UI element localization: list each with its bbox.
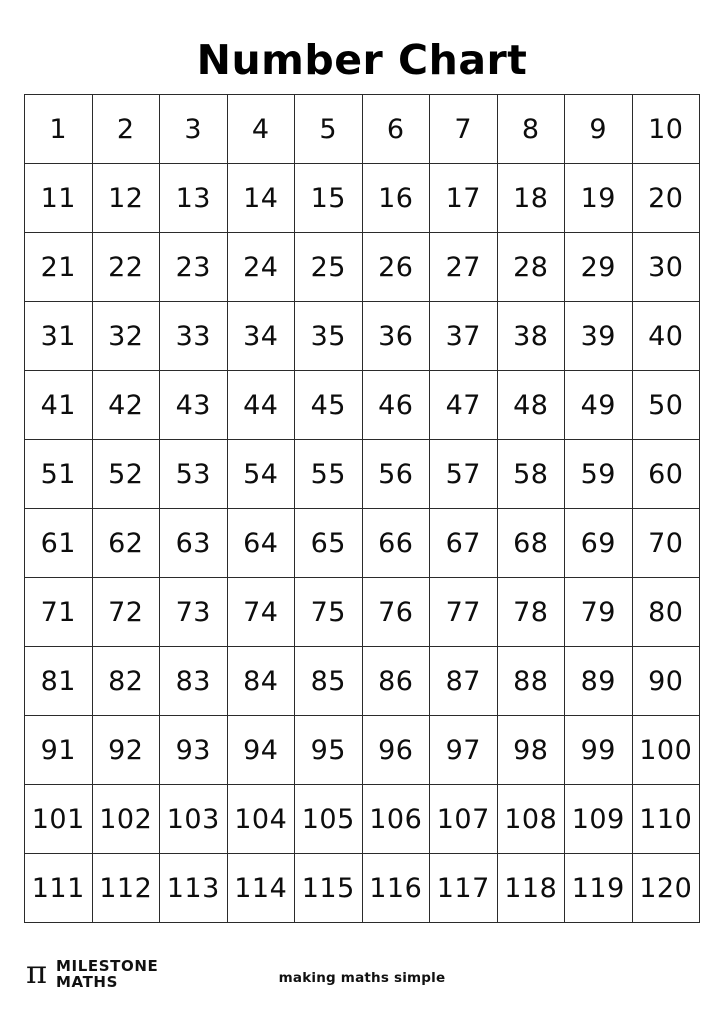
number-cell: 27	[430, 233, 498, 302]
number-cell: 19	[565, 164, 633, 233]
number-cell: 96	[362, 716, 430, 785]
number-cell: 120	[632, 854, 700, 923]
number-grid	[24, 94, 700, 923]
number-grid-row	[25, 578, 700, 647]
number-cell: 28	[497, 233, 565, 302]
number-cell: 84	[227, 647, 295, 716]
number-cell: 55	[295, 440, 363, 509]
number-cell: 103	[160, 785, 228, 854]
number-cell: 88	[497, 647, 565, 716]
number-cell: 54	[227, 440, 295, 509]
number-cell: 15	[295, 164, 363, 233]
number-cell: 66	[362, 509, 430, 578]
page-title: Number Chart	[196, 36, 528, 84]
number-cell: 101	[25, 785, 93, 854]
number-cell: 62	[92, 509, 160, 578]
number-cell: 73	[160, 578, 228, 647]
number-cell: 46	[362, 371, 430, 440]
number-grid-row	[25, 164, 700, 233]
number-cell: 22	[92, 233, 160, 302]
number-cell: 99	[565, 716, 633, 785]
number-cell: 115	[295, 854, 363, 923]
number-cell: 1	[25, 95, 93, 164]
number-cell: 41	[25, 371, 93, 440]
number-cell: 5	[295, 95, 363, 164]
number-grid-body	[25, 95, 700, 923]
brand-tagline: making maths simple	[278, 970, 446, 986]
number-cell: 70	[632, 509, 700, 578]
number-cell: 34	[227, 302, 295, 371]
number-cell: 35	[295, 302, 363, 371]
number-cell: 56	[362, 440, 430, 509]
number-cell: 10	[632, 95, 700, 164]
number-cell: 30	[632, 233, 700, 302]
number-cell: 12	[92, 164, 160, 233]
number-cell: 71	[25, 578, 93, 647]
number-cell: 2	[92, 95, 160, 164]
number-cell: 98	[497, 716, 565, 785]
number-cell: 109	[565, 785, 633, 854]
number-cell: 63	[160, 509, 228, 578]
number-cell: 31	[25, 302, 93, 371]
number-grid-row	[25, 371, 700, 440]
number-cell: 93	[160, 716, 228, 785]
number-cell: 100	[632, 716, 700, 785]
number-cell: 97	[430, 716, 498, 785]
number-cell: 105	[295, 785, 363, 854]
number-cell: 20	[632, 164, 700, 233]
number-cell: 60	[632, 440, 700, 509]
number-cell: 69	[565, 509, 633, 578]
number-grid-row	[25, 509, 700, 578]
number-cell: 58	[497, 440, 565, 509]
number-cell: 117	[430, 854, 498, 923]
number-cell: 33	[160, 302, 228, 371]
number-cell: 8	[497, 95, 565, 164]
number-cell: 18	[497, 164, 565, 233]
number-cell: 72	[92, 578, 160, 647]
number-cell: 21	[25, 233, 93, 302]
number-cell: 81	[25, 647, 93, 716]
number-cell: 9	[565, 95, 633, 164]
number-cell: 3	[160, 95, 228, 164]
number-cell: 36	[362, 302, 430, 371]
number-cell: 38	[497, 302, 565, 371]
number-cell: 112	[92, 854, 160, 923]
number-cell: 87	[430, 647, 498, 716]
number-cell: 4	[227, 95, 295, 164]
number-cell: 32	[92, 302, 160, 371]
number-cell: 104	[227, 785, 295, 854]
number-cell: 113	[160, 854, 228, 923]
number-cell: 106	[362, 785, 430, 854]
number-cell: 16	[362, 164, 430, 233]
number-cell: 40	[632, 302, 700, 371]
number-cell: 102	[92, 785, 160, 854]
number-cell: 79	[565, 578, 633, 647]
number-cell: 26	[362, 233, 430, 302]
number-cell: 67	[430, 509, 498, 578]
number-cell: 90	[632, 647, 700, 716]
number-cell: 47	[430, 371, 498, 440]
number-grid-row	[25, 854, 700, 923]
number-cell: 78	[497, 578, 565, 647]
number-cell: 94	[227, 716, 295, 785]
number-cell: 77	[430, 578, 498, 647]
number-cell: 107	[430, 785, 498, 854]
number-cell: 17	[430, 164, 498, 233]
number-cell: 82	[92, 647, 160, 716]
number-cell: 29	[565, 233, 633, 302]
number-grid-container	[24, 94, 700, 923]
pi-icon: π	[26, 952, 48, 991]
number-cell: 61	[25, 509, 93, 578]
number-cell: 37	[430, 302, 498, 371]
number-cell: 25	[295, 233, 363, 302]
number-cell: 116	[362, 854, 430, 923]
number-cell: 13	[160, 164, 228, 233]
number-cell: 14	[227, 164, 295, 233]
number-cell: 110	[632, 785, 700, 854]
number-cell: 95	[295, 716, 363, 785]
number-cell: 68	[497, 509, 565, 578]
number-cell: 57	[430, 440, 498, 509]
number-cell: 76	[362, 578, 430, 647]
number-grid-row	[25, 647, 700, 716]
number-cell: 59	[565, 440, 633, 509]
number-grid-row	[25, 785, 700, 854]
number-cell: 118	[497, 854, 565, 923]
brand-name-line-2: MATHS	[56, 972, 118, 991]
number-grid-row	[25, 302, 700, 371]
number-cell: 91	[25, 716, 93, 785]
number-cell: 11	[25, 164, 93, 233]
number-cell: 51	[25, 440, 93, 509]
number-cell: 42	[92, 371, 160, 440]
number-cell: 49	[565, 371, 633, 440]
number-cell: 64	[227, 509, 295, 578]
number-cell: 108	[497, 785, 565, 854]
number-cell: 83	[160, 647, 228, 716]
number-cell: 75	[295, 578, 363, 647]
number-grid-row	[25, 716, 700, 785]
number-cell: 92	[92, 716, 160, 785]
number-grid-row	[25, 440, 700, 509]
number-cell: 65	[295, 509, 363, 578]
number-cell: 52	[92, 440, 160, 509]
number-cell: 80	[632, 578, 700, 647]
number-cell: 43	[160, 371, 228, 440]
number-cell: 53	[160, 440, 228, 509]
number-cell: 50	[632, 371, 700, 440]
number-cell: 24	[227, 233, 295, 302]
number-cell: 114	[227, 854, 295, 923]
number-cell: 74	[227, 578, 295, 647]
number-cell: 119	[565, 854, 633, 923]
number-grid-row	[25, 233, 700, 302]
number-cell: 85	[295, 647, 363, 716]
number-cell: 45	[295, 371, 363, 440]
page-footer	[0, 942, 724, 994]
number-cell: 23	[160, 233, 228, 302]
number-grid-row	[25, 95, 700, 164]
number-cell: 86	[362, 647, 430, 716]
number-cell: 89	[565, 647, 633, 716]
brand-name-line-1: MILESTONE	[56, 956, 159, 975]
number-cell: 44	[227, 371, 295, 440]
number-cell: 39	[565, 302, 633, 371]
number-cell: 111	[25, 854, 93, 923]
number-cell: 48	[497, 371, 565, 440]
number-cell: 6	[362, 95, 430, 164]
number-cell: 7	[430, 95, 498, 164]
